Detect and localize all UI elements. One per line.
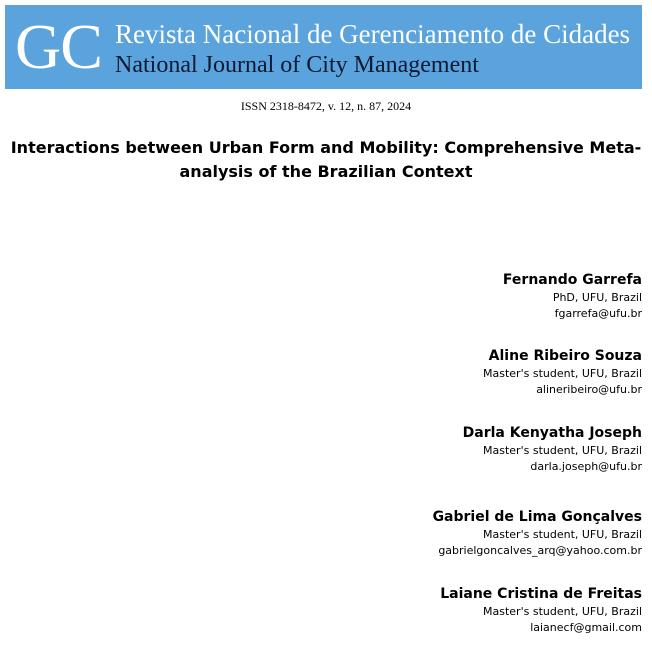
journal-banner: [5, 5, 642, 89]
author-name: Darla Kenyatha Joseph: [462, 425, 642, 441]
author-email[interactable]: darla.joseph@ufu.br: [530, 460, 642, 473]
author-block: [242, 346, 642, 398]
author-block: [242, 584, 642, 636]
author-email[interactable]: alineribeiro@ufu.br: [536, 383, 642, 396]
journal-name-portuguese: Revista Nacional de Gerenciamento de Cidades: [115, 19, 631, 49]
author-email[interactable]: gabrielgoncalves_arq@yahoo.com.br: [438, 544, 642, 557]
issn-line: ISSN 2318-8472, v. 12, n. 87, 2024: [240, 99, 412, 113]
article-title-line-2: analysis of the Brazilian Context: [179, 162, 473, 181]
author-affiliation: Master's student, UFU, Brazil: [483, 605, 642, 618]
article-title: [10, 136, 642, 184]
author-block: [242, 423, 642, 475]
author-name: Gabriel de Lima Gonçalves: [432, 509, 642, 525]
author-affiliation: PhD, UFU, Brazil: [552, 291, 642, 304]
author-affiliation: Master's student, UFU, Brazil: [483, 367, 642, 380]
author-block: [242, 270, 642, 322]
author-name: Laiane Cristina de Freitas: [440, 586, 642, 602]
author-email[interactable]: laianecf@gmail.com: [530, 621, 642, 634]
author-block: [242, 507, 642, 559]
article-title-line-1: Interactions between Urban Form and Mobility: Comprehensive Meta-: [10, 138, 642, 157]
journal-logo: GC: [15, 11, 102, 82]
author-affiliation: Master's student, UFU, Brazil: [483, 528, 642, 541]
author-name: Aline Ribeiro Souza: [488, 348, 642, 364]
author-affiliation: Master's student, UFU, Brazil: [483, 444, 642, 457]
author-email[interactable]: fgarrefa@ufu.br: [554, 307, 642, 320]
author-name: Fernando Garrefa: [502, 272, 642, 288]
journal-name-english: National Journal of City Management: [115, 52, 479, 78]
